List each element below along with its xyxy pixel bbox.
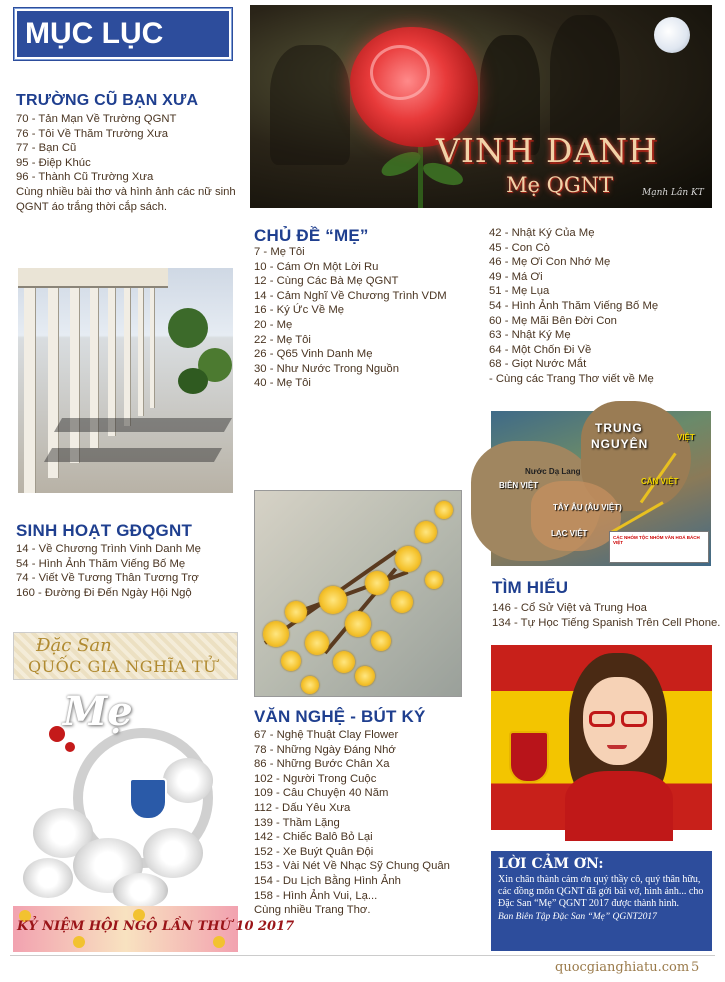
list-item: 7 - Mẹ Tôi [254, 246, 305, 258]
section-heading-van-nghe: VĂN NGHỆ - BÚT KÝ [254, 707, 426, 726]
spanish-coat-of-arms-icon [509, 731, 549, 783]
reunion-banner-text: KỶ NIỆM HỘI NGỘ LẦN THỨ 10 2017 [17, 919, 295, 934]
thanks-signature: Ban Biên Tập Đặc San “Mẹ” QGNT2017 [498, 912, 657, 922]
page-title-box [14, 8, 232, 60]
section-heading-chu-de: CHỦ ĐỀ “MẸ” [254, 226, 369, 245]
thanks-box [491, 851, 712, 951]
list-item: 68 - Giọt Nước Mắt [489, 358, 587, 371]
me-title: Mẹ [63, 688, 133, 735]
list-note: Cùng nhiều bài thơ và hình ảnh các nữ sinh [16, 185, 236, 198]
hero-subtitle: Mẹ QGNT [506, 173, 613, 197]
hero-title: VINH DANH [436, 131, 658, 170]
list-item: 30 - Như Nước Trong Nguồn [254, 362, 399, 375]
list-note: QGNT áo trắng thời cắp sách. [16, 200, 167, 213]
list-item: 152 - Xe Buýt Quân Đội [254, 845, 374, 858]
list-item: 63 - Nhật Ký Mẹ [489, 329, 571, 342]
vinh-danh-hero-image [250, 5, 712, 208]
list-item: 16 - Ký Ức Về Mẹ [254, 304, 345, 317]
list-item: 64 - Một Chốn Đi Về [489, 343, 592, 356]
hero-credit: Mạnh Lân KT [642, 188, 704, 198]
list-item: Cùng nhiều Trang Thơ. [254, 904, 371, 917]
list-item: 96 - Thành Cũ Trường Xưa [16, 171, 154, 184]
list-item: 109 - Câu Chuyện 40 Năm [254, 787, 389, 800]
list-item: 42 - Nhật Ký Của Mẹ [489, 227, 595, 239]
section-heading-sinh-hoat: SINH HOẠT GĐQGNT [16, 521, 193, 540]
thanks-body: Xin chân thành cảm ơn quý thầy cô, quý thân hữu, các đồng môn QGNT đã gởi bài vở, hình ảnh... cho Đặc San “Mẹ” QGNT 2017 được thành hình. [498, 874, 704, 909]
list-item: 54 - Hình Ảnh Thăm Viếng Bố Mẹ [16, 557, 186, 570]
spanish-teacher-image [491, 645, 712, 830]
list-item: 76 - Tôi Về Thăm Trường Xưa [16, 127, 169, 140]
list-item: 14 - Cảm Nghĩ Về Chương Trình VDM [254, 289, 447, 302]
list-item: 153 - Vài Nét Về Nhạc Sỹ Chung Quân [254, 860, 450, 873]
dac-san-banner [13, 632, 238, 680]
list-item: 49 - Má Ơi [489, 270, 543, 283]
list-item: 67 - Nghệ Thuật Clay Flower [254, 729, 399, 741]
list-item: 134 - Tự Học Tiếng Spanish Trên Cell Phone. [492, 616, 721, 629]
list-item: 22 - Mẹ Tôi [254, 333, 311, 346]
list-item: 86 - Những Bước Chân Xa [254, 758, 390, 771]
clay-flower-image [254, 490, 462, 697]
list-item: 142 - Chiếc Balô Bỏ Lại [254, 831, 373, 844]
reunion-banner [13, 906, 295, 952]
list-item: 77 - Bạn Cũ [16, 142, 77, 155]
map-label: Nước Dạ Lang [525, 467, 581, 476]
map-label-trung: TRUNG [595, 421, 643, 435]
list-item: 10 - Cám Ơn Một Lời Ru [254, 260, 379, 273]
dac-san-label: Đặc San [36, 635, 112, 656]
school-building-image [18, 268, 233, 493]
chu-de-list-col1 [254, 245, 447, 391]
list-item: 158 - Hình Ảnh Vui, Lạ... [254, 889, 378, 902]
chu-de-list-col2 [489, 226, 658, 387]
list-item: 20 - Mẹ [254, 318, 293, 331]
list-item: - Cùng các Trang Thơ viết về Mẹ [489, 372, 654, 385]
map-label: LẠC VIỆT [551, 529, 588, 538]
page-title: MỤC LỤC [25, 17, 164, 50]
thanks-title: LỜI CẢM ƠN: [498, 856, 604, 872]
footer-divider [10, 955, 715, 956]
me-artwork-image [13, 688, 295, 956]
list-item: 60 - Mẹ Mãi Bên Đời Con [489, 314, 617, 327]
list-item: 139 - Thầm Lặng [254, 816, 340, 829]
list-item: 78 - Những Ngày Đáng Nhớ [254, 743, 396, 756]
list-item: 160 - Đường Đi Đến Ngày Hội Ngộ [16, 586, 192, 599]
van-nghe-list [254, 728, 450, 918]
map-label: BIÊN VIỆT [499, 481, 539, 490]
section-heading-tim-hieu: TÌM HIỂU [492, 578, 569, 597]
page-number: 5 [691, 960, 700, 975]
list-item: 45 - Con Cò [489, 241, 550, 254]
map-label: CẨN VIỆT [641, 477, 679, 486]
school-emblem-icon [129, 778, 167, 820]
tim-hieu-list [492, 601, 720, 630]
list-item: 70 - Tản Mạn Về Trường QGNT [16, 113, 177, 125]
map-legend: CÁC NHÓM TỘC NHÓM VĂN HOÁ BÁCH VIỆT [609, 531, 709, 563]
list-item: 54 - Hình Ảnh Thăm Viếng Bố Mẹ [489, 299, 659, 312]
sinh-hoat-list [16, 542, 201, 600]
list-item: 102 - Người Trong Cuộc [254, 772, 377, 785]
bach-viet-map-image [491, 411, 711, 566]
list-item: 95 - Điệp Khúc [16, 156, 91, 169]
section-heading-truong-cu: TRƯỜNG CŨ BẠN XƯA [16, 92, 199, 109]
truong-cu-list [16, 112, 236, 214]
list-item: 112 - Dấu Yêu Xưa [254, 801, 351, 814]
list-item: 12 - Cùng Các Bà Mẹ QGNT [254, 275, 399, 288]
map-label-nguyen: NGUYÊN [591, 437, 649, 451]
list-item: 46 - Mẹ Ơi Con Nhớ Mẹ [489, 256, 611, 269]
map-label: TÂY ÂU (ÂU VIỆT) [553, 503, 622, 512]
list-item: 74 - Viết Về Tương Thân Tương Trợ [16, 572, 199, 585]
dac-san-name: QUỐC GIA NGHĨA TỬ [28, 657, 218, 676]
list-item: 14 - Về Chương Trình Vinh Danh Mẹ [16, 543, 201, 555]
list-item: 154 - Du Lịch Bằng Hình Ảnh [254, 874, 401, 887]
moon-icon [654, 17, 690, 53]
map-label: VIỆT [677, 433, 695, 442]
list-item: 40 - Mẹ Tôi [254, 377, 311, 390]
list-item: 26 - Q65 Vinh Danh Mẹ [254, 348, 373, 361]
list-item: 51 - Mẹ Lụa [489, 285, 550, 298]
list-item: 146 - Cổ Sử Việt và Trung Hoa [492, 602, 647, 614]
footer-website: quocgianghiatu.com [555, 960, 690, 975]
